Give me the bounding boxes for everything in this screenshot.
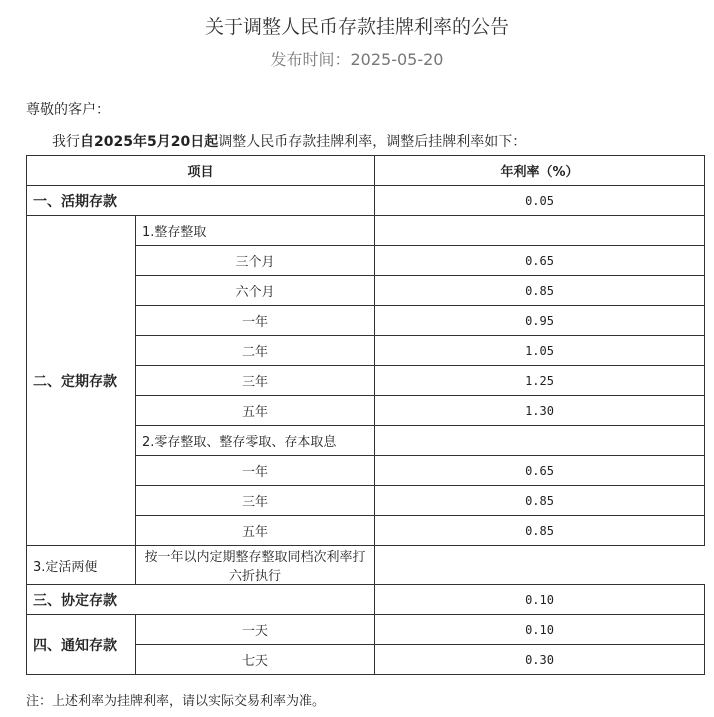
- footer-note: 注：上述利率为挂牌利率，请以实际交易利率为准。: [26, 694, 326, 709]
- interest-rate-table: [26, 155, 705, 675]
- rate-value: 1.25: [375, 366, 705, 396]
- rate-agreement: 0.10: [375, 585, 705, 615]
- subcategory-flexible: 3.定活两便: [27, 546, 136, 585]
- rate-empty: [375, 426, 705, 456]
- term-label: 二年: [136, 336, 375, 366]
- subcategory-lump-sum: 1.整存整取: [136, 216, 375, 246]
- rate-demand: 0.05: [375, 186, 705, 216]
- term-label: 七天: [136, 645, 375, 675]
- publish-date: 发布时间：2025-05-20: [270, 50, 444, 69]
- table-row: [27, 186, 705, 216]
- subcategory-installment: 2.零存整取、整存零取、存本取息: [136, 426, 375, 456]
- term-label: 三个月: [136, 246, 375, 276]
- rate-value: 0.10: [375, 615, 705, 645]
- term-label: 六个月: [136, 276, 375, 306]
- page-title: 关于调整人民币存款挂牌利率的公告: [204, 16, 509, 38]
- rate-value: 0.65: [375, 456, 705, 486]
- term-label: 一年: [136, 306, 375, 336]
- category-time-deposit: 二、定期存款: [27, 216, 136, 546]
- table-row: [27, 585, 705, 615]
- rate-flexible: 按一年以内定期整存整取同档次利率打六折执行: [136, 546, 375, 585]
- intro-prefix: 我行: [52, 134, 80, 150]
- intro-suffix: 调整人民币存款挂牌利率，调整后挂牌利率如下：: [218, 134, 527, 150]
- rate-empty: [375, 216, 705, 246]
- rate-value: 0.30: [375, 645, 705, 675]
- category-agreement: 三、协定存款: [27, 585, 375, 615]
- term-label: 三年: [136, 486, 375, 516]
- intro-effective-date: 自2025年5月20日起: [80, 134, 219, 150]
- rate-value: 1.30: [375, 396, 705, 426]
- rate-value: 0.85: [375, 516, 705, 546]
- rate-value: 0.65: [375, 246, 705, 276]
- category-notice: 四、通知存款: [27, 615, 136, 675]
- header-rate: 年利率（%）: [375, 156, 705, 186]
- table-row: [27, 615, 705, 645]
- rate-value: 0.85: [375, 486, 705, 516]
- rate-value: 1.05: [375, 336, 705, 366]
- table-row: [27, 216, 705, 246]
- term-label: 一年: [136, 456, 375, 486]
- term-label: 三年: [136, 366, 375, 396]
- intro-paragraph: [52, 131, 526, 151]
- header-item: 项目: [27, 156, 375, 186]
- rate-value: 0.85: [375, 276, 705, 306]
- table-header-row: [27, 156, 705, 186]
- rate-value: 0.95: [375, 306, 705, 336]
- term-label: 一天: [136, 615, 375, 645]
- greeting-text: 尊敬的客户：: [26, 102, 110, 118]
- term-label: 五年: [136, 396, 375, 426]
- table-row: [27, 546, 705, 585]
- category-demand: 一、活期存款: [27, 186, 375, 216]
- term-label: 五年: [136, 516, 375, 546]
